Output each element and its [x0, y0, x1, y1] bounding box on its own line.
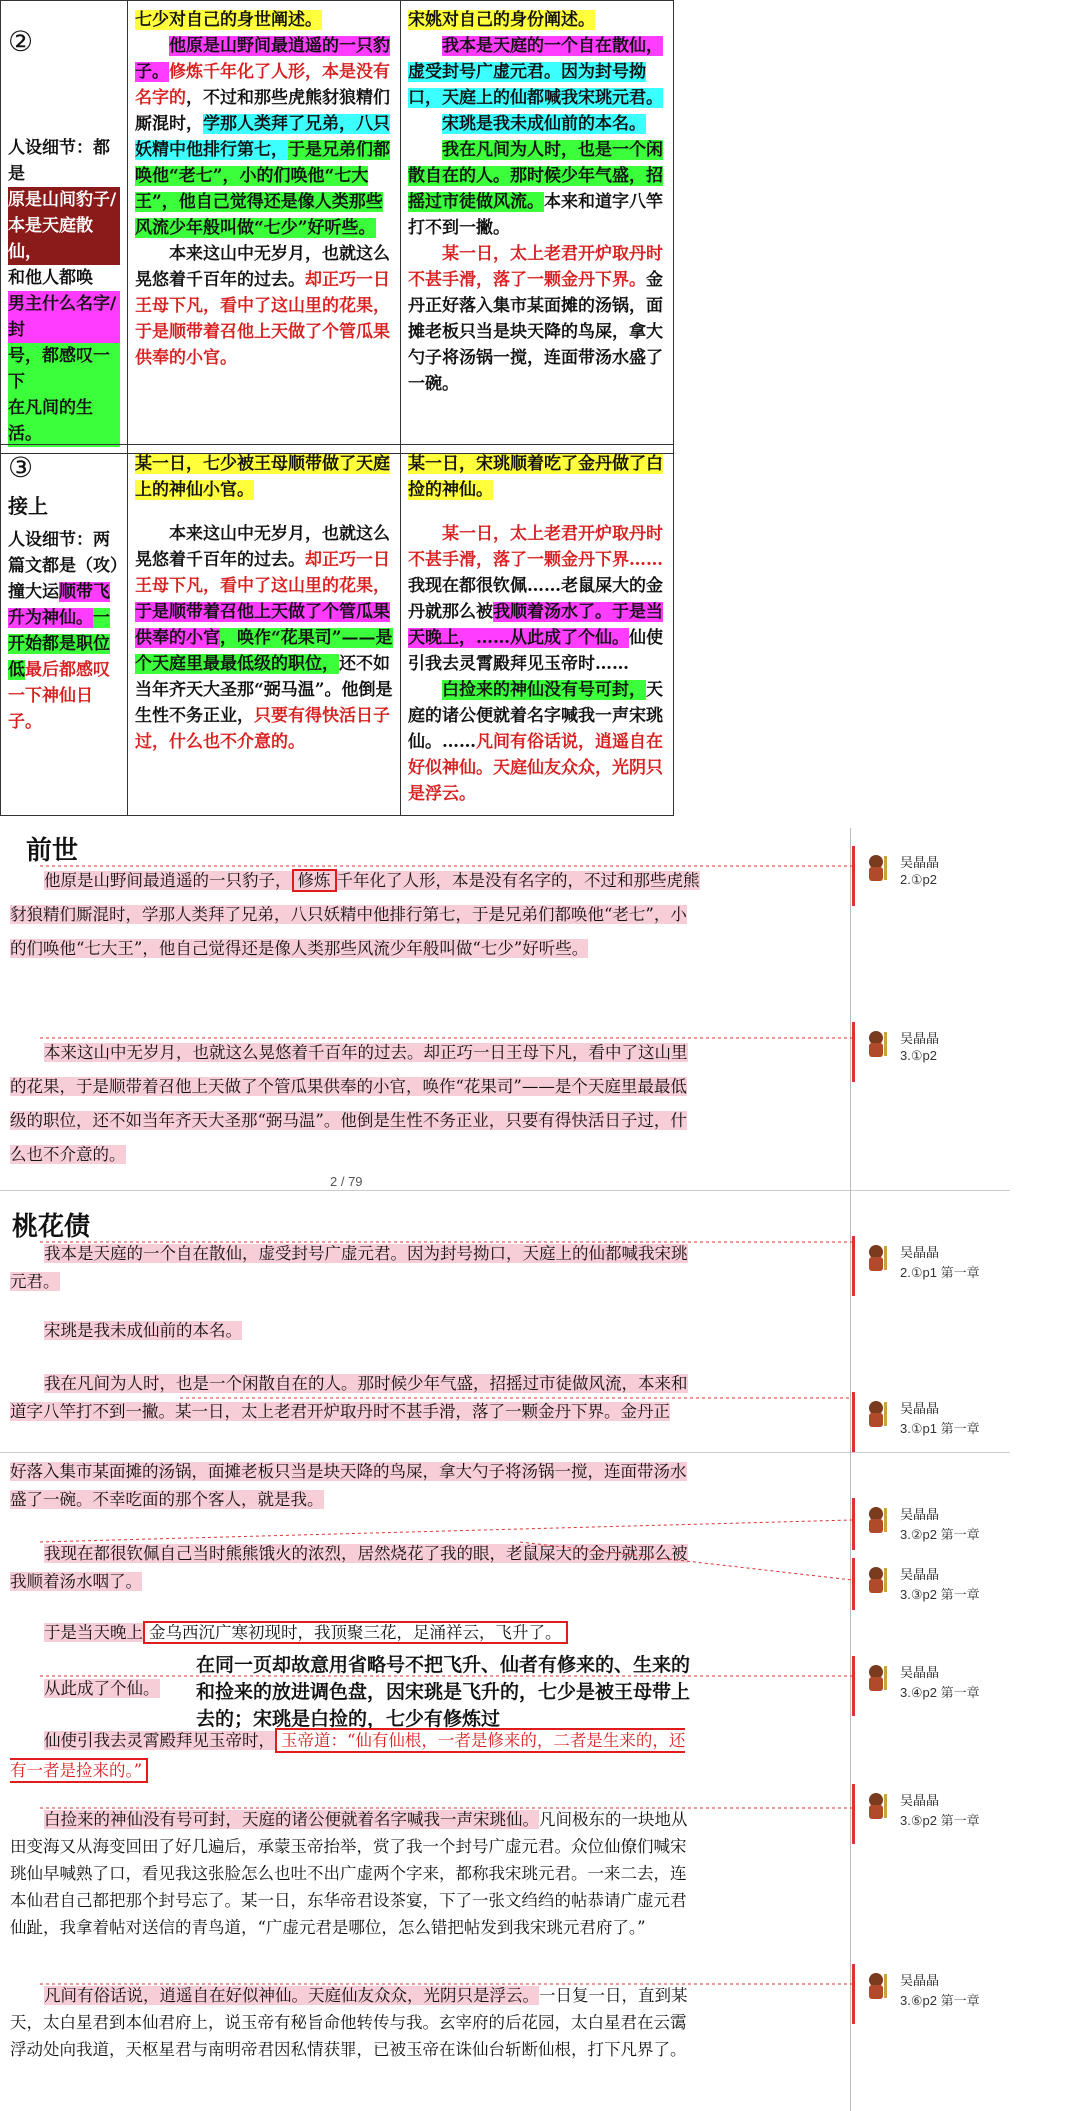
doc2-p8-boxed-quote: 玉帝道：“仙有仙根，一者是修来的，二者是生来的，还有一者是捡来的。” — [10, 1728, 685, 1783]
table2-c1-line: 在凡间的生活。 — [8, 395, 120, 447]
comment-bar — [852, 1964, 855, 2024]
doc1-paragraph-2 — [10, 1036, 700, 1172]
table2-number: ② — [8, 25, 34, 58]
avatar-icon — [864, 1398, 892, 1428]
table3-songyao-cell — [401, 445, 674, 816]
table2-c2-text: 于是兄弟们都唤他“老七”，小的们唤他“七大王”，他自己觉得还是像人类那些风流少年般叫做“七少”好听些。 — [135, 140, 390, 238]
doc2-p10-text: 一日复一日，直到某天，太白星君到本仙君府上，说玉帝有秘旨命他转传与我。玄宰府的后花园，太白星君在云霭浮动处向我道，天枢星君与南明帝君因私情获罪，已被玉帝在诛仙台斩断仙根，打下凡界了。 — [10, 1986, 688, 2059]
doc2-paragraph-9 — [10, 1806, 700, 1941]
comment-ref: 3.⑤p2 第一章 — [900, 1813, 980, 1828]
doc2-p5-text: 老鼠屎大的金丹就那么被我顺着汤水咽了。 — [10, 1544, 688, 1591]
doc2-paragraph-10 — [10, 1982, 700, 2063]
comment-ref: 3.①p1 第一章 — [900, 1421, 980, 1436]
comment-ref: 2.①p2 — [900, 872, 937, 887]
comparison-table-2 — [0, 0, 674, 454]
doc2-p6-boxed-text: 金乌西沉广寒初现时，我顶聚三花，足涌祥云，飞升了。 — [143, 1621, 568, 1644]
doc2-p5-text: 自己当时熊熊饿火的浓烈，居然烧花了我的眼， — [159, 1544, 506, 1563]
section-title-qianshi: 前世 — [26, 836, 79, 866]
table3-c3-text: 我现在都很钦佩……老鼠屎大的金丹就那么被 — [408, 576, 663, 622]
doc1-p1-text: 他原是山野间最逍遥的一只豹子， — [44, 871, 292, 890]
comment-bar — [852, 1022, 855, 1082]
table3-c2-text: 本来这山中无岁月，也就这么晃悠着千百年的过去。 — [135, 524, 390, 570]
doc2-p9-text: 白捡来的神仙没有号可封，天庭的诸公便就着名字喊我一声宋珧仙。 — [44, 1810, 539, 1829]
table3-c1-text: 最后都感叹一下神仙日子。 — [8, 660, 110, 732]
doc2-p3-text: 金丹正 — [620, 1402, 670, 1421]
doc1-p1-text: 千年化了人形，本是没有名字的，不过和那些虎熊豺狼精们厮混时，学那人类拜了兄弟，八只妖精中他排行第七，于是兄弟们都唤他“老七”，小的们唤他“七大王”，他自己觉得还是像人类那些风流少年般叫做“七少”好听些。 — [10, 871, 700, 958]
avatar-icon — [864, 1504, 892, 1534]
table2-c1-line: 人设细节：都是 — [8, 138, 110, 184]
comment-bar — [852, 846, 855, 906]
table3-c3-text: 某一日，太上老君开炉取丹时不甚手滑，落了一颗金丹下界…… — [408, 524, 663, 570]
comment-bar — [852, 1558, 855, 1610]
doc2-p6-text: 于是当天晚上 — [44, 1623, 143, 1642]
doc2-paragraph-7 — [10, 1672, 170, 1706]
avatar-icon — [864, 1028, 892, 1058]
table2-c1-line: 本是天庭散仙， — [8, 213, 120, 265]
comment-ref: 3.⑥p2 第一章 — [900, 1993, 980, 2008]
table3-c3-text: 仙使引我去灵霄殿拜见玉帝时…… — [408, 628, 663, 674]
table3-c3-text: 我顺着汤水了。 — [493, 602, 612, 622]
doc2-p3-text: 某一日，太上老君开炉取丹时不甚手滑，落了一颗金丹下界。 — [175, 1402, 621, 1421]
table2-c1-line: 和他人都唤 — [8, 268, 93, 288]
comment-ref: 3.③p2 第一章 — [900, 1587, 980, 1602]
table2-c2-text: 却正巧一日王母下凡，看中了这山里的花果，于是顺带着召他上天做了个管瓜果供奉的小官。 — [135, 270, 390, 368]
table2-c3-text: 宋珧是我未成仙前的本名。 — [442, 114, 646, 134]
table3-c3-text: 天庭的诸公便就着名字喊我一声宋珧仙。…… — [408, 680, 663, 752]
table2-qishao-cell — [128, 1, 401, 454]
doc2-p4-text: 好落入集市某面摊的汤锅，面摊老板只当是块天降的鸟屎，拿大勺子将汤锅一搅，连面带汤水盛了一碗。不幸吃面的那个客人，就是我。 — [10, 1462, 687, 1509]
comment-author: 吴晶晶 — [900, 1973, 940, 1988]
table3-c1-text: 顺带飞升为神仙。 — [8, 582, 110, 628]
table2-c3-title: 宋姚对自己的身份阐述。 — [408, 10, 595, 30]
table3-c2-text: 却正巧一日王母下凡，看中了这山里的花果， — [135, 550, 390, 596]
avatar-icon — [864, 852, 892, 882]
doc2-p10-text: 凡间有俗话说，逍遥自在好似神仙。天庭仙友众众，光阴只是浮云。 — [44, 1986, 539, 2005]
table3-c2-text: 还不如当年齐天大圣那“弼马温”。他倒是生性不务正业， — [135, 654, 393, 726]
table3-continue: 接上 — [8, 494, 48, 518]
doc2-p5-text: 我现在都很钦佩 — [44, 1544, 160, 1563]
comparison-table-3 — [0, 444, 674, 816]
table3-c3-text: 白捡来的神仙没有号可封， — [442, 680, 646, 700]
comment-ref: 3.①p2 — [900, 1048, 937, 1063]
table2-c3-text: 我在凡间为人时，也是一个闲散自在的人。那时候少年气盛，招摇过市徒做风流。 — [408, 140, 663, 212]
table3-c1-text: 一开始都是职位低 — [8, 608, 110, 680]
comment-author: 吴晶晶 — [900, 1665, 940, 1680]
comment-ref: 3.④p2 第一章 — [900, 1685, 980, 1700]
comment-bar — [852, 1498, 855, 1550]
doc2-p8-text: 仙使引我去灵霄殿拜见玉帝时， — [44, 1731, 275, 1750]
table2-songyao-cell — [401, 1, 674, 454]
doc2-p3-text: 我在凡间为人时，也是一个闲散自在的人。那时候少年气盛，招摇过市徒做风流，本来和道字八竿打不到一撇。 — [10, 1374, 688, 1421]
table2-c3-text: 本来和道字八竿打不到一撇。 — [408, 192, 663, 238]
table2-c2-text: 学那人类拜了兄弟，八只妖精中他排行第七， — [135, 114, 390, 160]
table3-c2-title: 某一日，七少被王母顺带做了天庭上的神仙小官。 — [135, 454, 390, 500]
avatar-icon — [864, 1564, 892, 1594]
table2-c1-line: 号，都感叹一下 — [8, 343, 120, 395]
section-title-taohuazhai: 桃花债 — [12, 1212, 91, 1242]
doc2-paragraph-4 — [10, 1458, 700, 1514]
table3-c3-text: 凡间有俗话说，逍遥自在好似神仙。天庭仙友众众，光阴只是浮云。 — [408, 732, 663, 804]
comment-author: 吴晶晶 — [900, 1031, 940, 1046]
doc2-p9-text: 凡间极东的一块地从田变海又从海变回田了好几遍后，承蒙玉帝抬举，赏了我一个封号广虚元君。众位仙僚们喊宋珧仙早喊熟了口，看见我这张脸怎么也吐不出广虚两个字来，都称我宋珧元君。一来二去，连本仙君自己都把那个封号忘了。某一日，东华帝君设茶宴，下了一张文绉绉的帖恭请广虚元君仙趾，我拿着帖对送信的青鸟道，“广虚元君是哪位，怎么错把帖发到我宋珧元君府了。” — [10, 1810, 688, 1937]
comment-ref: 3.②p2 第一章 — [900, 1527, 980, 1542]
doc2-paragraph-8 — [10, 1726, 700, 1786]
page-break-line — [0, 1190, 1010, 1191]
page-break-line — [0, 1452, 1010, 1453]
comment-author: 吴晶晶 — [900, 1567, 940, 1582]
comment-bar — [852, 1784, 855, 1844]
doc2-p1-text: 我本是天庭的一个自在散仙，虚受封号广虚元君。因为封号拗口，天庭上的仙都喊我宋珧元君。 — [10, 1244, 688, 1291]
table3-c3-title: 某一日，宋珧顺着吃了金丹做了白捡的神仙。 — [408, 454, 663, 500]
comment-author: 吴晶晶 — [900, 1245, 940, 1260]
comment-bar — [852, 1236, 855, 1296]
comment-author: 吴晶晶 — [900, 1401, 940, 1416]
doc2-paragraph-2 — [10, 1314, 700, 1348]
table2-c2-text: ，不过和那些虎熊豺狼精们厮混时， — [135, 88, 390, 134]
table2-c2-text: 修炼千年化了人形，本是没有名字的 — [135, 62, 390, 108]
comment-author: 吴晶晶 — [900, 1507, 940, 1522]
avatar-icon — [864, 1970, 892, 2000]
page-number: 2 / 79 — [330, 1174, 363, 1189]
comment-bar — [852, 1392, 855, 1452]
table3-c2-text: ，唤作“花果司”——是个天庭里最最低级的职位， — [135, 628, 393, 674]
avatar-icon — [864, 1242, 892, 1272]
table3-c2-text: 只要有得快活日子过，什么也不介意的。 — [135, 706, 390, 752]
table2-c3-text: 金丹正好落入集市某面摊的汤锅，面摊老板只当是块天降的鸟屎，拿大勺子将汤锅一搅，连面带汤水盛了一碗。 — [408, 270, 663, 394]
table2-c1-line: 男主什么名字/封 — [8, 291, 120, 343]
table2-label-cell — [1, 1, 128, 454]
table3-qishao-cell — [128, 445, 401, 816]
table2-c2-text: 本来这山中无岁月，也就这么晃悠着千百年的过去。 — [135, 244, 390, 290]
doc2-paragraph-3 — [10, 1370, 700, 1426]
avatar-icon — [864, 1790, 892, 1820]
doc1-p2-text: 本来这山中无岁月，也就这么晃悠着千百年的过去。却正巧一日王母下凡，看中了这山里的花果，于是顺带着召他上天做了个管瓜果供奉的小官，唤作“花果司”——是个天庭里最最低级的职位，还不如当年齐天大圣那“弼马温”。他倒是生性不务正业，只要有得快活日子过，什么也不介意的。 — [10, 1043, 688, 1164]
doc2-paragraph-6 — [10, 1616, 700, 1650]
table3-label-cell — [1, 445, 128, 816]
table2-c2-title: 七少对自己的身世阐述。 — [135, 10, 322, 30]
doc2-p7-text: 从此成了个仙。 — [44, 1679, 160, 1698]
table3-c1-text: 人设细节：两篇文都是（攻）撞大运 — [8, 530, 119, 602]
table3-number: ③ — [8, 451, 34, 484]
table2-c3-text: 我本是天庭的一个自在散仙， — [442, 36, 663, 56]
comment-bar — [852, 1656, 855, 1716]
comment-ref: 2.①p1 第一章 — [900, 1265, 980, 1280]
comment-author: 吴晶晶 — [900, 1793, 940, 1808]
comment-margin-border — [850, 828, 851, 2111]
table3-c2-text: 于是顺带着召他上天做了个管瓜果供奉的小官 — [135, 602, 390, 648]
table2-c1-line: 原是山间豹子/ — [8, 187, 120, 213]
doc1-paragraph-1 — [10, 864, 700, 966]
doc2-paragraph-5 — [10, 1540, 700, 1596]
comment-author: 吴晶晶 — [900, 855, 940, 870]
table2-c3-text: 某一日，太上老君开炉取丹时不甚手滑，落了一颗金丹下界。 — [408, 244, 663, 290]
doc1-p1-boxed-word: 修炼 — [292, 869, 337, 892]
avatar-icon — [864, 1662, 892, 1692]
table3-c3-text: 于是当天晚上，……从此成了个仙。 — [408, 602, 663, 648]
table2-c3-text: 虚受封号广虚元君。因为封号拗口，天庭上的仙都喊我宋珧元君。 — [408, 62, 663, 108]
annotation-note: 在同一页却故意用省略号不把飞升、仙者有修来的、生来的和捡来的放进调色盘，因宋珧是飞升的，七少是被王母带上去的；宋珧是白捡的，七少有修炼过 — [196, 1654, 691, 1730]
table2-c2-text: 他原是山野间最逍遥的一只豹子。 — [135, 36, 390, 82]
doc2-p2-text: 宋珧是我未成仙前的本名。 — [44, 1321, 242, 1340]
doc2-paragraph-1 — [10, 1240, 700, 1296]
